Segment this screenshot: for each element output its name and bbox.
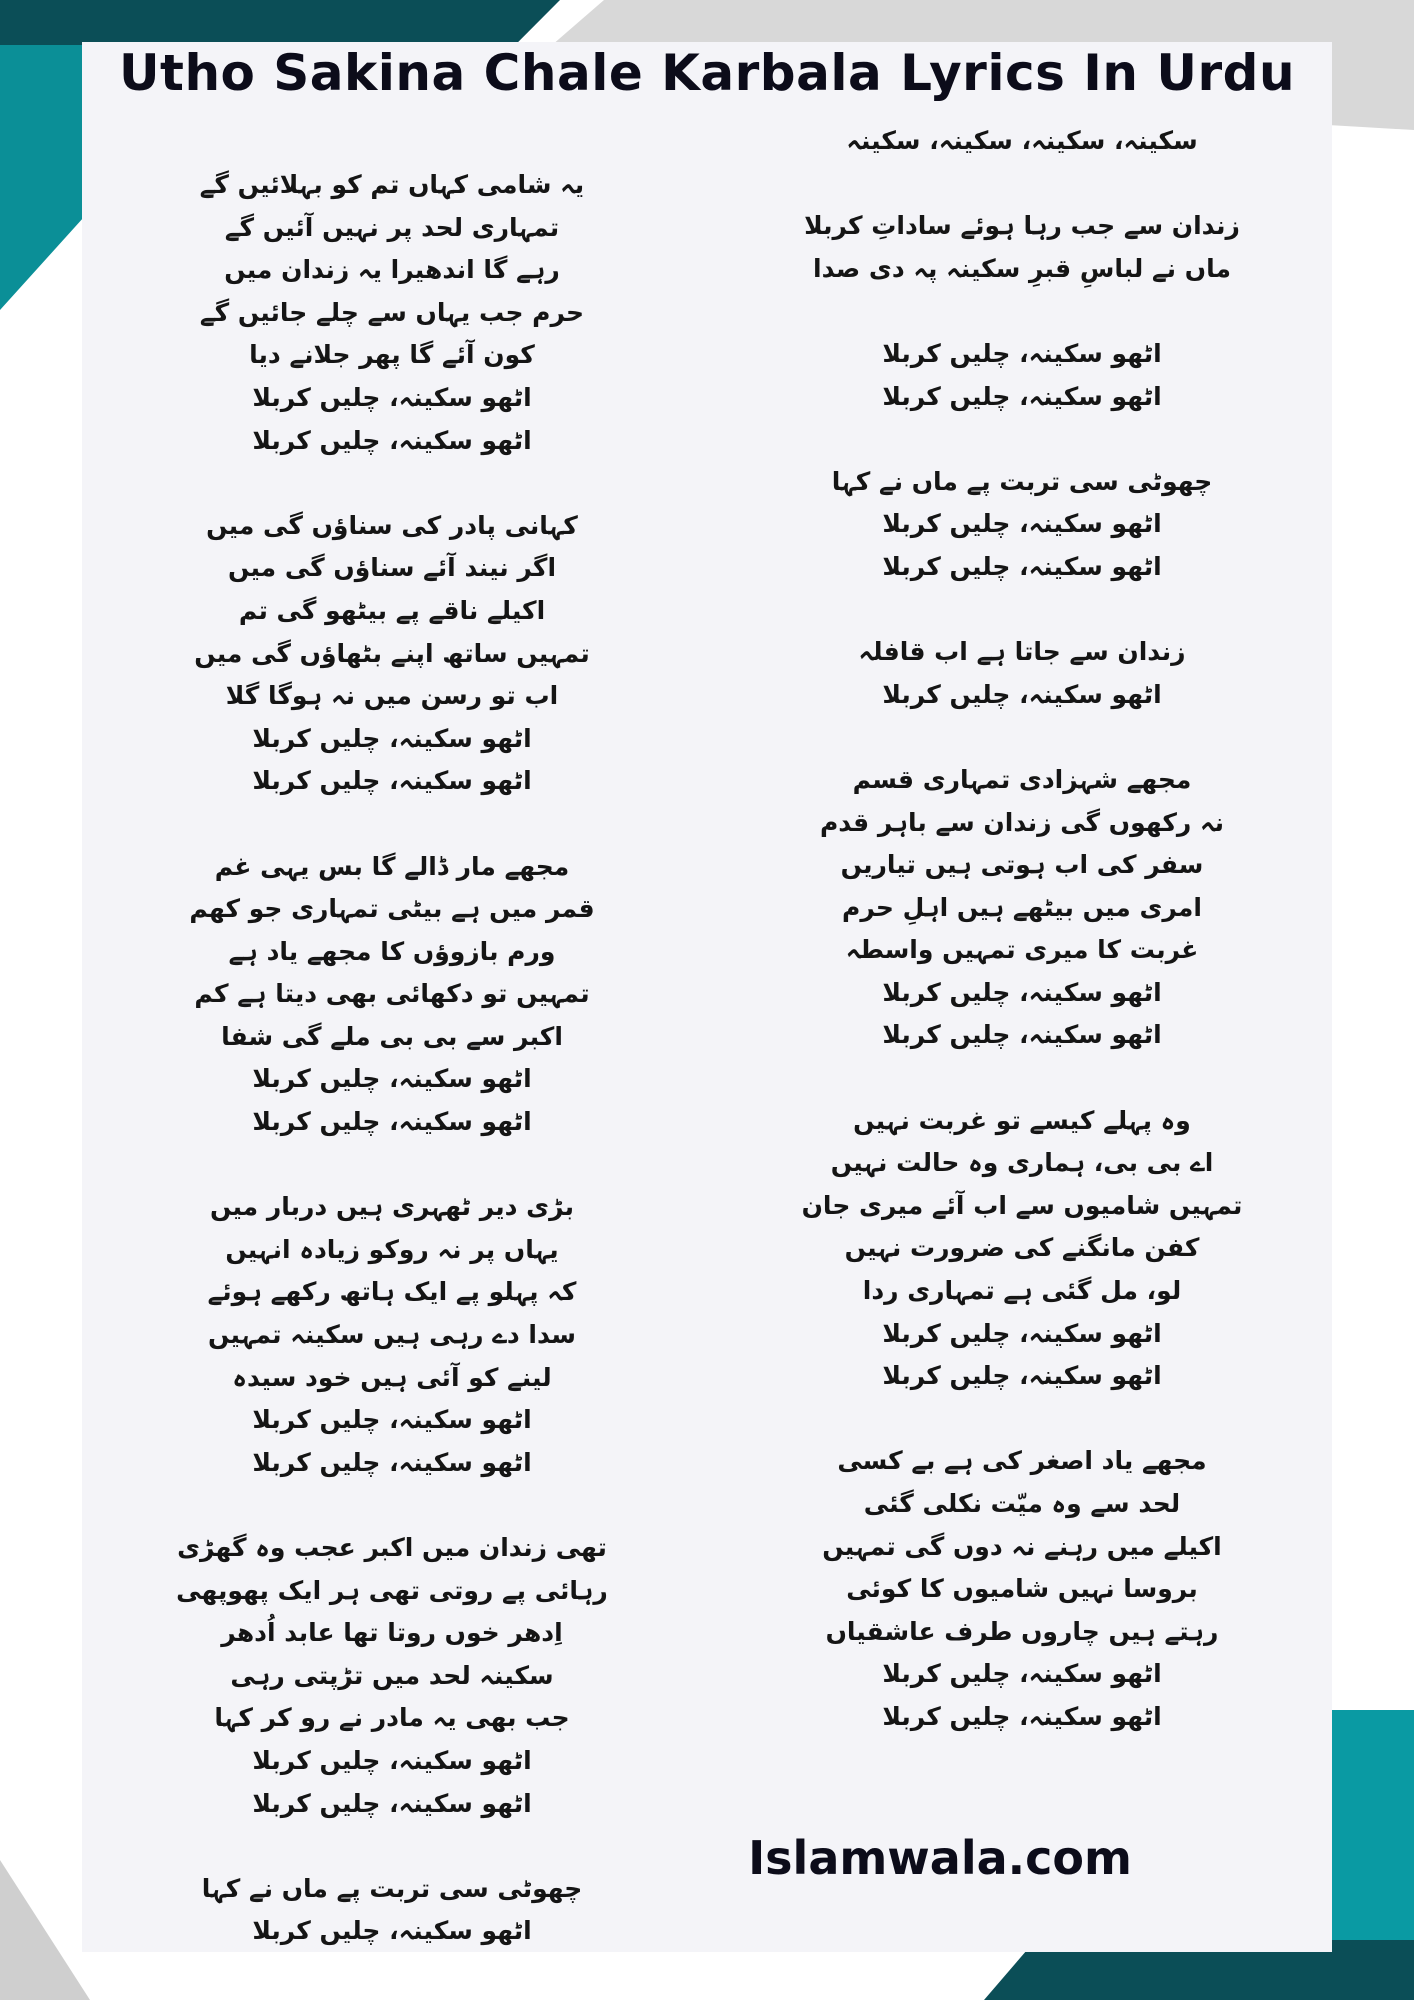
page-title: Utho Sakina Chale Karbala Lyrics In Urdu: [118, 44, 1296, 102]
lyric-line: اٹھو سکینہ، چلیں کربلا: [882, 1318, 1162, 1348]
lyric-line: اکیلے ناقے پے بیٹھو گی تم: [238, 595, 546, 625]
lyrics-column-left: [112, 164, 672, 1953]
stanza: [742, 461, 1302, 589]
stanza-gap: [112, 1144, 672, 1187]
lyric-line: اٹھو سکینہ، چلیں کربلا: [252, 425, 532, 455]
stanza: [112, 1186, 672, 1484]
stanza-gap: [742, 589, 1302, 632]
lyric-line: اٹھو سکینہ، چلیں کربلا: [252, 382, 532, 412]
stanza: [112, 164, 672, 462]
stanza: [742, 1440, 1302, 1738]
lyric-line: چھوٹی سی تربت پے ماں نے کہا: [831, 466, 1213, 496]
stanza-gap: [742, 290, 1302, 333]
lyric-line: ورم بازوؤں کا مجھے یاد ہے: [228, 936, 556, 966]
lyric-line: اٹھو سکینہ، چلیں کربلا: [252, 723, 532, 753]
stanza-gap: [112, 803, 672, 846]
lyric-line: مجھے مار ڈالے گا بس یہی غم: [214, 851, 570, 881]
lyric-line: چھوٹی سی تربت پے ماں نے کہا: [201, 1873, 583, 1903]
lyric-line: سفر کی اب ہوتی ہیں تیاریں: [840, 850, 1204, 880]
lyric-line: یہاں پر نہ روکو زیادہ انہیں: [225, 1234, 559, 1264]
lyric-line: اٹھو سکینہ، چلیں کربلا: [252, 766, 532, 796]
lyric-line: نہ رکھوں گی زندان سے باہر قدم: [819, 807, 1224, 837]
stanza-gap: [112, 1825, 672, 1868]
background-shape-top-dark: [0, 0, 560, 45]
stanza: [742, 1100, 1302, 1398]
lyric-line: کہ پہلو پے ایک ہاتھ رکھے ہوئے: [207, 1277, 577, 1307]
stanza: [112, 1527, 672, 1825]
lyric-line: اٹھو سکینہ، چلیں کربلا: [882, 338, 1162, 368]
lyric-line: وہ پہلے کیسے تو غربت نہیں: [853, 1105, 1191, 1135]
lyric-line: لحد سے وہ میّت نکلی گئی: [863, 1489, 1181, 1518]
lyric-line: تمہاری لحد پر نہیں آئیں گے: [224, 212, 560, 242]
lyric-line: غربت کا میری تمہیں واسطہ: [845, 935, 1199, 965]
lyric-line: کفن مانگنے کی ضرورت نہیں: [844, 1233, 1200, 1263]
lyric-line: بڑی دیر ٹھہری ہیں دربار میں: [209, 1192, 575, 1222]
lyric-line: کہانی پادر کی سناؤں گی میں: [206, 510, 578, 540]
lyric-line: اٹھو سکینہ، چلیں کربلا: [252, 1447, 532, 1477]
site-brand: Islamwala.com: [748, 1831, 1132, 1885]
stanza-gap: [742, 163, 1302, 206]
stanza: [742, 631, 1302, 716]
lyric-line: زندان سے جب رہا ہوئے ساداتِ کربلا: [804, 211, 1240, 241]
lyric-line: حرم جب یہاں سے چلے جائیں گے: [199, 297, 585, 327]
lyric-line: کون آئے گا پھر جلانے دیا: [249, 340, 535, 370]
stanza-gap: [742, 1057, 1302, 1100]
lyric-line: سکینہ، سکینہ، سکینہ، سکینہ: [846, 126, 1198, 155]
lyric-line: تمہیں شامیوں سے اب آئے میری جان: [801, 1190, 1243, 1220]
lyric-line: یہ شامی کہاں تم کو بہلائیں گے: [199, 170, 585, 199]
stanza: [742, 120, 1302, 163]
stanza-gap: [742, 716, 1302, 759]
lyric-line: تمہیں تو دکھائی بھی دیتا ہے کم: [194, 979, 590, 1009]
lyric-line: اٹھو سکینہ، چلیں کربلا: [882, 1361, 1162, 1391]
lyrics-column-right: [742, 120, 1302, 1739]
lyric-line: اٹھو سکینہ، چلیں کربلا: [882, 977, 1162, 1007]
lyric-line: ماں نے لباسِ قبرِ سکینہ پہ دی صدا: [813, 253, 1231, 283]
lyric-line: اٹھو سکینہ، چلیں کربلا: [882, 1659, 1162, 1689]
lyric-line: اٹھو سکینہ، چلیں کربلا: [252, 1107, 532, 1137]
lyric-line: اٹھو سکینہ، چلیں کربلا: [252, 1788, 532, 1818]
lyric-line: اِدھر خوں روتا تھا عابد اُدھر: [221, 1618, 563, 1648]
lyric-line: اکبر سے بی بی ملے گی شفا: [221, 1021, 563, 1051]
lyric-line: بروسا نہیں شامیوں کا کوئی: [846, 1574, 1198, 1604]
stanza: [112, 505, 672, 803]
lyric-line: مجھے یاد اصغر کی ہے بے کسی: [837, 1446, 1207, 1476]
lyric-line: اب تو رسن میں نہ ہوگا گلا: [225, 681, 559, 711]
stanza: [742, 759, 1302, 1057]
lyrics-sheet: [82, 42, 1332, 1952]
lyric-line: مجھے شہزادی تمہاری قسم: [852, 764, 1192, 794]
stanza: [112, 1868, 672, 1953]
lyric-line: اٹھو سکینہ، چلیں کربلا: [882, 551, 1162, 581]
stanza-gap: [112, 462, 672, 505]
stanza-gap: [112, 1484, 672, 1527]
lyric-line: اٹھو سکینہ، چلیں کربلا: [882, 381, 1162, 411]
lyric-line: اٹھو سکینہ، چلیں کربلا: [252, 1405, 532, 1435]
stanza: [742, 205, 1302, 290]
lyric-line: اکیلے میں رہنے نہ دوں گی تمہیں: [822, 1531, 1222, 1561]
lyric-line: تھی زندان میں اکبر عجب وہ گھڑی: [177, 1533, 607, 1562]
lyric-line: جب بھی یہ مادر نے رو کر کہا: [214, 1703, 570, 1733]
lyric-line: سدا دے رہی ہیں سکینہ تمہیں: [208, 1320, 576, 1350]
stanza-gap: [742, 1398, 1302, 1441]
lyric-line: اٹھو سکینہ، چلیں کربلا: [882, 1701, 1162, 1731]
lyric-line: رہتے ہیں چاروں طرف عاشقیاں: [825, 1616, 1219, 1646]
lyric-line: اٹھو سکینہ، چلیں کربلا: [252, 1064, 532, 1094]
lyric-line: زندان سے جاتا ہے اب قافلہ: [858, 637, 1186, 667]
lyric-line: اٹھو سکینہ، چلیں کربلا: [252, 1745, 532, 1775]
stanza: [742, 333, 1302, 418]
lyric-line: اٹھو سکینہ، چلیں کربلا: [252, 1916, 532, 1946]
lyric-line: اے بی بی، ہماری وہ حالت نہیں: [830, 1148, 1214, 1178]
lyric-line: امری میں بیٹھے ہیں اہلِ حرم: [842, 892, 1202, 922]
lyric-line: لو، مل گئی ہے تمہاری ردا: [862, 1276, 1182, 1306]
lyric-line: رہائی پے روتی تھی ہر ایک پھوپھی: [176, 1575, 608, 1605]
stanza: [112, 846, 672, 1144]
lyric-line: رہے گا اندھیرا یہ زندان میں: [224, 255, 560, 285]
background-shape-bottom-left: [0, 1860, 90, 2000]
lyric-line: سکینہ لحد میں تڑپتی رہی: [230, 1660, 554, 1690]
lyric-line: قمر میں ہے بیٹی تمہاری جو کھم: [189, 894, 595, 924]
lyric-line: اٹھو سکینہ، چلیں کربلا: [882, 1020, 1162, 1050]
stanza-gap: [742, 418, 1302, 461]
lyric-line: اٹھو سکینہ، چلیں کربلا: [882, 509, 1162, 539]
lyric-line: اگر نیند آئے سناؤں گی میں: [227, 553, 557, 583]
lyric-line: اٹھو سکینہ، چلیں کربلا: [882, 679, 1162, 709]
lyric-line: تمہیں ساتھ اپنے بٹھاؤں گی میں: [194, 638, 590, 668]
lyric-line: لینے کو آئی ہیں خود سیدہ: [232, 1362, 552, 1392]
